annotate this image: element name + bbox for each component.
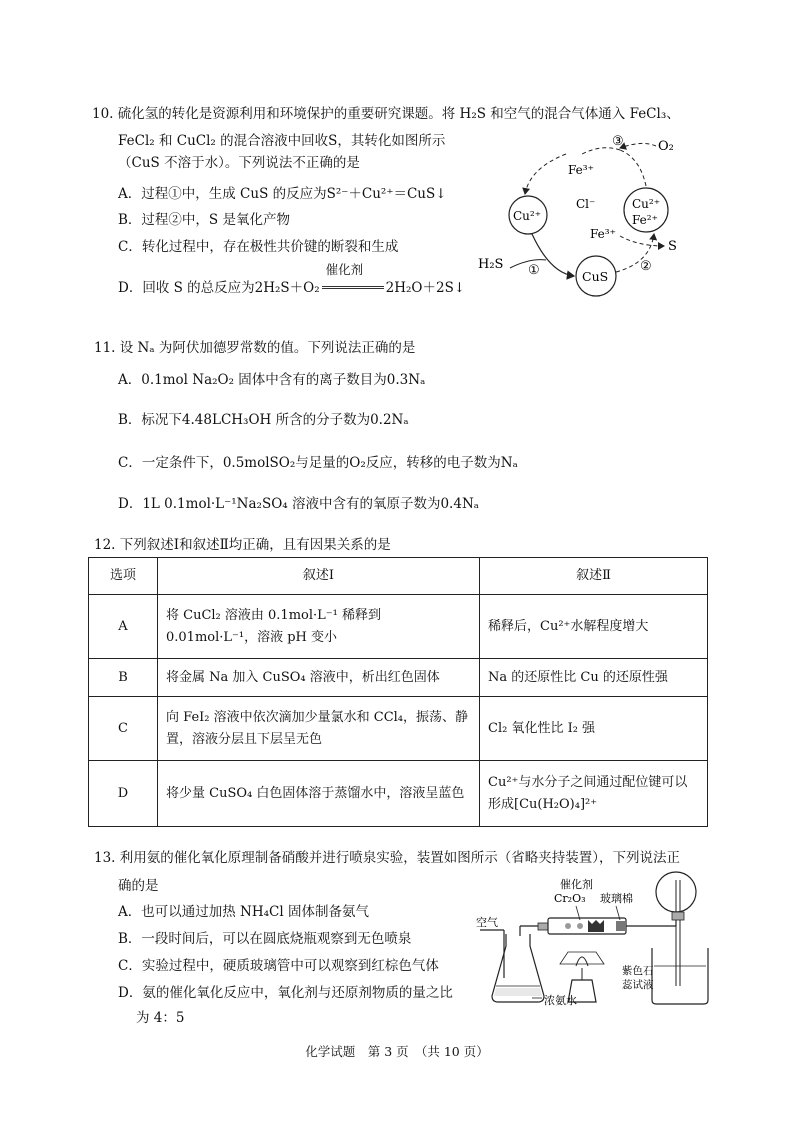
fe2plus-right-label: Fe²⁺ bbox=[632, 213, 658, 227]
q10-stem-line3: （CuS 不溶于水）。下列说法不正确的是 bbox=[118, 155, 360, 171]
ammonia-label: 浓氨水 bbox=[544, 994, 577, 1007]
table-row bbox=[89, 697, 708, 761]
step3-label: ③ bbox=[612, 134, 624, 149]
litmus-label-2: 蕊试液 bbox=[622, 979, 654, 991]
cu2plus-left-label: Cu²⁺ bbox=[513, 209, 542, 223]
cus-label: CuS bbox=[582, 269, 609, 284]
q10-stem-line2: FeCl₂ 和 CuCl₂ 的混合溶液中回收S，其转化如图所示 bbox=[118, 133, 446, 149]
q10-option-c: C．转化过程中，存在极性共价键的断裂和生成 bbox=[118, 239, 399, 255]
h2s-label: H₂S bbox=[478, 257, 504, 272]
catalyst-arrow bbox=[322, 262, 384, 296]
litmus-label-1: 紫色石 bbox=[622, 965, 654, 977]
q13-option-a: A．也可以通过加热 NH₄Cl 固体制备氨气 bbox=[118, 904, 369, 920]
q10-cycle-diagram bbox=[470, 128, 710, 303]
catalyst-label: 催化剂 bbox=[325, 262, 364, 277]
step1-label: ① bbox=[528, 263, 540, 278]
q10-option-d-products: 2H₂O＋2S↓ bbox=[385, 280, 466, 296]
q10-option-d bbox=[118, 262, 466, 296]
q11-stem: 11. 设 Nₐ 为阿伏加德罗常数的值。下列说法正确的是 bbox=[94, 340, 416, 356]
row-statement-1: 将 CuCl₂ 溶液由 0.1mol·L⁻¹ 稀释到 0.01mol·L⁻¹，溶液 pH 变小 bbox=[158, 595, 480, 659]
header-statement-1: 叙述Ⅰ bbox=[158, 558, 480, 595]
q12-table bbox=[88, 557, 708, 827]
q11-option-a: A．0.1mol Na₂O₂ 固体中含有的离子数目为0.3Nₐ bbox=[118, 372, 426, 388]
row-option: B bbox=[89, 659, 158, 697]
row-statement-2: Cl₂ 氧化性比 I₂ 强 bbox=[480, 697, 708, 761]
air-label: 空气 bbox=[476, 916, 498, 929]
q12-stem: 12. 下列叙述Ⅰ和叙述Ⅱ均正确，且有因果关系的是 bbox=[94, 537, 391, 553]
o2-label: O₂ bbox=[658, 139, 674, 154]
row-option: A bbox=[89, 595, 158, 659]
page-footer: 化学试题 第 3 页 （共 10 页） bbox=[305, 1044, 489, 1059]
step2-label: ② bbox=[640, 259, 652, 274]
table-header-row bbox=[89, 558, 708, 595]
catalyst-label: 催化剂 bbox=[560, 878, 593, 891]
q13-apparatus-diagram bbox=[476, 868, 712, 1014]
row-statement-1: 将金属 Na 加入 CuSO₄ 溶液中，析出红色固体 bbox=[158, 659, 480, 697]
q13-option-b: B．一段时间后，可以在圆底烧瓶观察到无色喷泉 bbox=[118, 931, 412, 947]
q10-stem-line1: 10. 硫化氢的转化是资源利用和环境保护的重要研究课题。将 H₂S 和空气的混合气体通入 FeCl₃、 bbox=[92, 106, 680, 122]
row-statement-1: 向 FeI₂ 溶液中依次滴加少量氯水和 CCl₄，振荡、静置，溶液分层且下层呈无色 bbox=[158, 697, 480, 761]
cu2plus-right-label: Cu²⁺ bbox=[632, 197, 661, 211]
q13-stem-line1: 13. 利用氨的催化氧化原理制备硝酸并进行喷泉实验，装置如图所示（省略夹持装置），下列说法正 bbox=[94, 850, 681, 866]
q13-stem-line2: 确的是 bbox=[118, 878, 159, 894]
row-option: C bbox=[89, 697, 158, 761]
header-option: 选项 bbox=[89, 558, 158, 595]
fe3plus-top-label: Fe³⁺ bbox=[568, 163, 594, 177]
q11-option-d: D．1L 0.1mol·L⁻¹Na₂SO₄ 溶液中含有的氧原子数为0.4Nₐ bbox=[118, 496, 479, 512]
table-row bbox=[89, 659, 708, 697]
q11-option-b: B．标况下4.48LCH₃OH 所含的分子数为0.2Nₐ bbox=[118, 412, 409, 428]
q11-option-c: C．一定条件下，0.5molSO₂与足量的O₂反应，转移的电子数为Nₐ bbox=[118, 455, 518, 471]
glass-wool-label: 玻璃棉 bbox=[600, 892, 633, 905]
cr2o3-label: Cr₂O₃ bbox=[554, 892, 586, 905]
q10-option-a: A．过程①中，生成 CuS 的反应为S²⁻＋Cu²⁺＝CuS↓ bbox=[118, 186, 447, 202]
q13-option-c: C．实验过程中，硬质玻璃管中可以观察到红棕色气体 bbox=[118, 958, 439, 974]
q13-option-d-line2: 为 4：5 bbox=[136, 1010, 185, 1026]
row-statement-2: Na 的还原性比 Cu 的还原性强 bbox=[480, 659, 708, 697]
row-statement-1: 将少量 CuSO₄ 白色固体溶于蒸馏水中，溶液呈蓝色 bbox=[158, 761, 480, 827]
row-statement-2: Cu²⁺与水分子之间通过配位键可以形成[Cu(H₂O)₄]²⁺ bbox=[480, 761, 708, 827]
q13-option-d-line1: D．氨的催化氧化反应中，氧化剂与还原剂物质的量之比 bbox=[118, 985, 453, 1001]
header-statement-2: 叙述Ⅱ bbox=[480, 558, 708, 595]
table-row bbox=[89, 761, 708, 827]
q10-option-b: B．过程②中，S 是氧化产物 bbox=[118, 212, 290, 228]
glass-tube bbox=[548, 918, 626, 934]
cl-minus-label: Cl⁻ bbox=[576, 197, 596, 211]
row-statement-2: 稀释后，Cu²⁺水解程度增大 bbox=[480, 595, 708, 659]
row-option: D bbox=[89, 761, 158, 827]
table-row bbox=[89, 595, 708, 659]
q10-option-d-text: D．回收 S 的总反应为2H₂S＋O₂ bbox=[118, 280, 320, 296]
sulfur-label: S bbox=[668, 239, 677, 254]
fe3plus-mid-label: Fe³⁺ bbox=[590, 227, 616, 241]
